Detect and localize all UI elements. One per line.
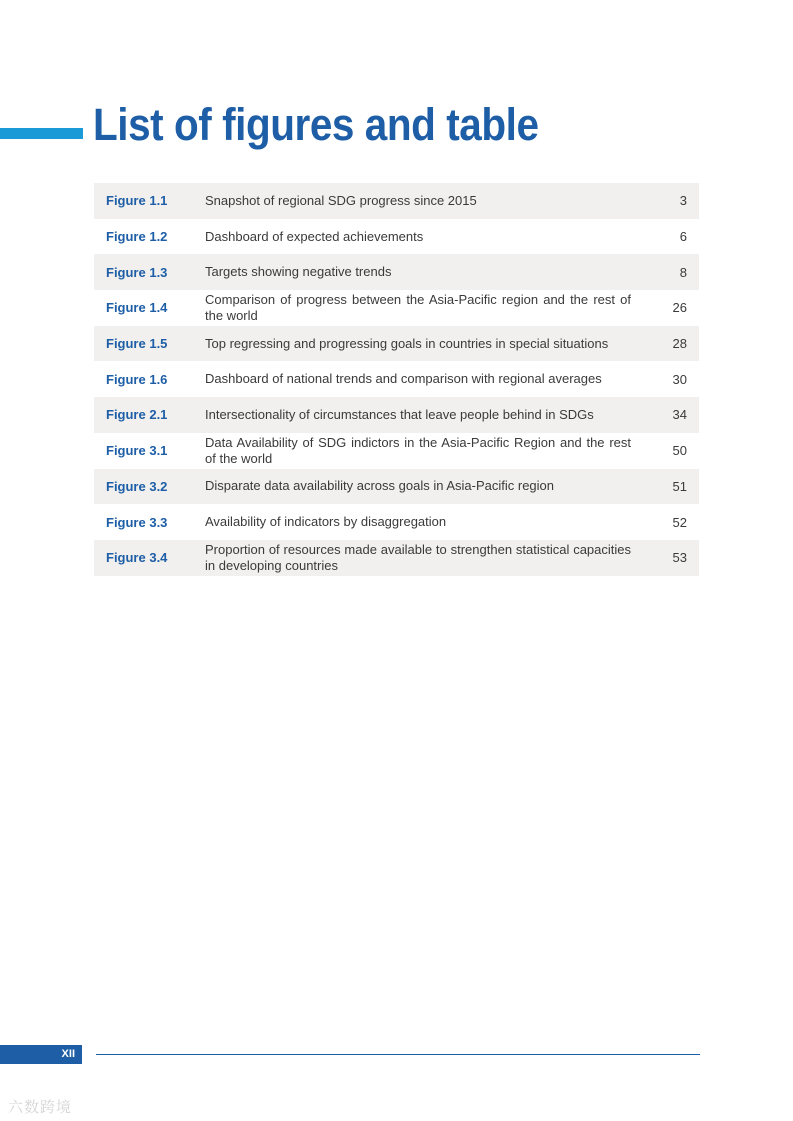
figure-page-number: 53 xyxy=(672,550,687,566)
figure-page-number: 8 xyxy=(679,264,687,280)
figure-row-3-2[interactable] xyxy=(94,469,699,505)
figure-page-number: 28 xyxy=(672,336,687,352)
figure-row-1-4[interactable] xyxy=(94,290,699,326)
page-number: XII xyxy=(61,1048,75,1060)
figure-page-number: 50 xyxy=(672,443,687,459)
figure-row-1-2[interactable] xyxy=(94,219,699,255)
figure-row-1-6[interactable] xyxy=(94,361,699,397)
figure-label: Figure 3.2 xyxy=(106,478,168,494)
figure-page-number: 26 xyxy=(672,300,687,316)
figure-description: Snapshot of regional SDG progress since 2015 xyxy=(205,192,477,208)
figure-description: Availability of indicators by disaggregation xyxy=(205,514,447,530)
figure-row-1-5[interactable] xyxy=(94,326,699,362)
figure-page-number: 3 xyxy=(679,193,687,209)
figure-page-number: 51 xyxy=(672,478,687,494)
figure-label: Figure 3.1 xyxy=(106,443,168,459)
figure-page-number: 34 xyxy=(672,407,687,423)
footer-page-tab xyxy=(0,1045,82,1064)
figure-description: Top regressing and progressing goals in countries in special situations xyxy=(205,335,609,351)
title-accent-bar xyxy=(0,128,83,139)
page-title: List of figures and table xyxy=(93,99,539,150)
figure-description: Disparate data availability across goals in Asia-Pacific region xyxy=(205,478,555,494)
figure-row-3-3[interactable] xyxy=(94,504,699,540)
figure-label: Figure 1.6 xyxy=(106,371,168,387)
figures-list xyxy=(94,183,699,576)
watermark-logo xyxy=(8,1096,72,1117)
watermark-text: 六数跨境 xyxy=(8,1099,73,1116)
figure-label: Figure 2.1 xyxy=(106,407,168,423)
figure-label: Figure 1.3 xyxy=(106,264,168,280)
figure-page-number: 6 xyxy=(679,229,687,245)
figure-description: Dashboard of national trends and comparison with regional averages xyxy=(205,371,602,387)
figure-row-3-4[interactable] xyxy=(94,540,699,576)
figure-label: Figure 1.1 xyxy=(106,193,168,209)
figure-label: Figure 1.4 xyxy=(106,300,168,316)
footer-rule xyxy=(96,1054,700,1055)
figure-label: Figure 1.2 xyxy=(106,229,168,245)
figure-description: Targets showing negative trends xyxy=(205,264,392,280)
figure-label: Figure 3.3 xyxy=(106,514,168,530)
figure-page-number: 30 xyxy=(672,371,687,387)
figure-description: Data Availability of SDG indictors in the Asia-Pacific Region and the rest of the world xyxy=(205,434,631,466)
figure-description: Intersectionality of circumstances that leave people behind in SDGs xyxy=(205,406,594,422)
figure-label: Figure 3.4 xyxy=(106,550,168,566)
figure-row-2-1[interactable] xyxy=(94,397,699,433)
figure-row-3-1[interactable] xyxy=(94,433,699,469)
figure-row-1-1[interactable] xyxy=(94,183,699,219)
figure-description: Dashboard of expected achievements xyxy=(205,228,424,244)
figure-row-1-3[interactable] xyxy=(94,254,699,290)
figure-description: Proportion of resources made available to strengthen statistical capacities in developing countries xyxy=(205,541,631,573)
figure-label: Figure 1.5 xyxy=(106,336,168,352)
figure-page-number: 52 xyxy=(672,514,687,530)
figure-description: Comparison of progress between the Asia-Pacific region and the rest of the world xyxy=(205,291,631,323)
